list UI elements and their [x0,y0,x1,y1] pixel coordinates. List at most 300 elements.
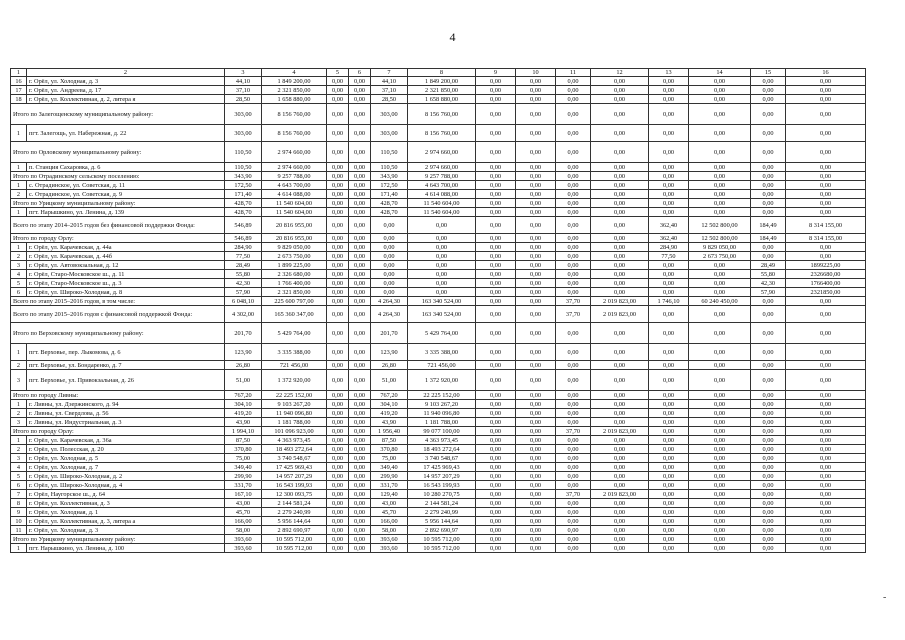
value-cell: 0,00 [591,261,649,270]
value-cell: 0,00 [327,95,349,104]
address-cell: пгт. Верховье, ул. Бондаренко, д. 7 [27,361,225,370]
value-cell: 0,00 [556,323,591,344]
value-cell: 0,00 [516,172,556,181]
value-cell: 0,00 [516,163,556,172]
column-number-cell: 16 [786,69,866,77]
subtotal-label: Итого по городу Орлу: [11,234,225,243]
value-cell: 0,00 [786,418,866,427]
value-cell: 0,00 [591,361,649,370]
value-cell: 0,00 [591,95,649,104]
value-cell: 0,00 [327,361,349,370]
value-cell: 0,00 [556,86,591,95]
value-cell: 0,00 [751,199,786,208]
value-cell: 0,00 [349,427,371,436]
address-cell: г. Орёл, ул. Холодная, д. 3 [27,526,225,535]
value-cell: 0,00 [556,391,591,400]
value-cell: 0,00 [556,234,591,243]
value-cell: 0,00 [349,499,371,508]
value-cell: 0,00 [327,125,349,142]
value-cell: 0,00 [689,125,751,142]
value-cell: 0,00 [649,499,689,508]
value-cell: 0,00 [689,544,751,553]
value-cell: 370,80 [371,445,408,454]
value-cell: 0,00 [516,490,556,499]
value-cell: 0,00 [476,323,516,344]
row-number-cell: 1 [11,400,27,409]
value-cell: 2 321 850,00 [262,86,327,95]
value-cell: 0,00 [516,517,556,526]
value-cell: 0,00 [371,288,408,297]
value-cell: 299,90 [371,472,408,481]
value-cell: 87,50 [371,436,408,445]
value-cell: 0,00 [371,234,408,243]
value-cell: 0,00 [689,86,751,95]
value-cell: 0,00 [476,142,516,163]
value-cell: 37,70 [556,490,591,499]
value-cell: 0,00 [591,208,649,217]
value-cell: 26,80 [371,361,408,370]
value-cell: 0,00 [556,436,591,445]
value-cell: 0,00 [556,400,591,409]
value-cell: 0,00 [591,86,649,95]
value-cell: 0,00 [649,370,689,391]
value-cell: 0,00 [327,190,349,199]
value-cell: 0,00 [516,499,556,508]
value-cell: 0,00 [556,463,591,472]
subtotal-row [11,142,866,163]
row-number-cell: 3 [11,418,27,427]
value-cell: 0,00 [516,454,556,463]
row-number-cell: 1 [11,243,27,252]
table-row [11,208,866,217]
value-cell: 0,00 [516,472,556,481]
value-cell: 0,00 [408,270,476,279]
value-cell: 0,00 [689,445,751,454]
address-cell: г. Ливны, ул. Индустриальная, д. 3 [27,418,225,427]
value-cell: 0,00 [649,490,689,499]
value-cell: 0,00 [786,344,866,361]
value-cell: 0,00 [649,323,689,344]
value-cell: 12 502 800,00 [689,217,751,234]
value-cell: 2 144 581,24 [262,499,327,508]
value-cell: 0,00 [786,544,866,553]
column-number-cell: 13 [649,69,689,77]
value-cell: 0,00 [751,409,786,418]
value-cell: 0,00 [786,172,866,181]
value-cell: 0,00 [349,104,371,125]
value-cell: 37,70 [556,297,591,306]
value-cell: 0,00 [349,95,371,104]
value-cell: 0,00 [476,499,516,508]
value-cell: 2 892 690,97 [408,526,476,535]
value-cell: 0,00 [786,104,866,125]
value-cell: 2 144 581,24 [408,499,476,508]
value-cell: 0,00 [327,306,349,323]
value-cell: 225 600 797,00 [262,297,327,306]
value-cell: 0,00 [476,544,516,553]
value-cell: 0,00 [591,481,649,490]
value-cell: 0,00 [689,454,751,463]
subtotal-row [11,306,866,323]
value-cell: 10 595 712,00 [262,544,327,553]
table-row [11,436,866,445]
table-row [11,86,866,95]
value-cell: 0,00 [476,104,516,125]
value-cell: 55,80 [751,270,786,279]
value-cell: 0,00 [516,526,556,535]
subtotal-row [11,217,866,234]
value-cell: 0,00 [516,409,556,418]
value-cell: 546,89 [225,217,262,234]
value-cell: 0,00 [786,400,866,409]
value-cell: 77,50 [649,252,689,261]
value-cell: 51,00 [371,370,408,391]
value-cell: 14 957 207,29 [408,472,476,481]
value-cell: 0,00 [476,370,516,391]
value-cell: 0,00 [786,481,866,490]
value-cell: 546,89 [225,234,262,243]
value-cell: 0,00 [556,288,591,297]
value-cell: 0,00 [349,297,371,306]
value-cell: 167,10 [225,490,262,499]
value-cell: 370,80 [225,445,262,454]
value-cell: 0,00 [786,499,866,508]
value-cell: 0,00 [591,279,649,288]
value-cell: 8 156 760,00 [408,125,476,142]
value-cell: 4 363 973,45 [262,436,327,445]
table-row [11,95,866,104]
value-cell: 0,00 [476,190,516,199]
value-cell: 172,50 [371,181,408,190]
table-row [11,270,866,279]
value-cell: 419,20 [371,409,408,418]
table-row [11,526,866,535]
value-cell: 0,00 [786,306,866,323]
value-cell: 0,00 [689,270,751,279]
value-cell: 0,00 [689,418,751,427]
value-cell: 0,00 [649,445,689,454]
table-row [11,181,866,190]
value-cell: 0,00 [476,199,516,208]
value-cell: 0,00 [786,517,866,526]
value-cell: 0,00 [556,208,591,217]
value-cell: 0,00 [349,445,371,454]
value-cell: 28,50 [371,95,408,104]
value-cell: 0,00 [476,86,516,95]
value-cell: 0,00 [591,535,649,544]
value-cell: 0,00 [786,297,866,306]
value-cell: 393,60 [371,544,408,553]
value-cell: 0,00 [327,472,349,481]
value-cell: 0,00 [327,409,349,418]
row-number-cell: 1 [11,544,27,553]
subtotal-label: Итого по Отрадинскому сельскому поселению: [11,172,225,181]
address-cell: г. Орёл, ул. Полесская, д. 20 [27,445,225,454]
value-cell: 0,00 [349,125,371,142]
value-cell: 3 335 388,00 [408,344,476,361]
value-cell: 26,80 [225,361,262,370]
value-cell: 22 225 152,00 [262,391,327,400]
value-cell: 0,00 [751,370,786,391]
value-cell: 393,60 [225,544,262,553]
value-cell: 11 940 096,80 [408,409,476,418]
value-cell: 0,00 [591,370,649,391]
value-cell: 0,00 [689,400,751,409]
value-cell: 11 940 096,80 [262,409,327,418]
value-cell: 0,00 [327,208,349,217]
table-row [11,544,866,553]
value-cell: 0,00 [516,279,556,288]
address-cell: с. Отрадинское, ул. Советская, д. 11 [27,181,225,190]
value-cell: 0,00 [476,77,516,86]
address-cell: г. Орёл, ул. Широко-Холодная, д. 4 [27,481,225,490]
value-cell: 0,00 [689,472,751,481]
value-cell: 0,00 [591,418,649,427]
value-cell: 4 614 088,00 [408,190,476,199]
value-cell: 0,00 [327,454,349,463]
row-number-cell: 1 [11,163,27,172]
value-cell: 0,00 [751,535,786,544]
value-cell: 42,30 [751,279,786,288]
row-number-cell: 2 [11,190,27,199]
value-cell: 0,00 [408,279,476,288]
value-cell: 0,00 [649,208,689,217]
value-cell: 0,00 [689,490,751,499]
value-cell: 10 595 712,00 [262,535,327,544]
value-cell: 1 181 788,00 [408,418,476,427]
value-cell: 0,00 [689,517,751,526]
value-cell: 0,00 [327,288,349,297]
address-cell: пгт. Верховье, пер. Лыкомова, д. 6 [27,344,225,361]
value-cell: 0,00 [786,86,866,95]
value-cell: 0,00 [349,190,371,199]
value-cell: 0,00 [327,445,349,454]
value-cell: 0,00 [786,370,866,391]
value-cell: 2 673 750,00 [262,252,327,261]
address-cell: г. Орёл, ул. Широко-Холодная, д. 8 [27,288,225,297]
value-cell: 0,00 [327,217,349,234]
value-cell: 75,00 [371,454,408,463]
value-cell: 0,00 [516,535,556,544]
subtotal-label: Итого по Урицкому муниципальному району: [11,199,225,208]
value-cell: 0,00 [556,190,591,199]
value-cell: 0,00 [516,288,556,297]
table-row [11,361,866,370]
value-cell: 4 614 088,00 [262,190,327,199]
value-cell: 123,90 [225,344,262,361]
row-number-cell: 1 [11,436,27,445]
value-cell: 18 493 272,64 [408,445,476,454]
value-cell: 4 264,30 [371,306,408,323]
value-cell: 0,00 [649,535,689,544]
value-cell: 428,70 [225,208,262,217]
subtotal-label: Итого по Урицкому муниципальному району: [11,535,225,544]
value-cell: 0,00 [476,436,516,445]
value-cell: 0,00 [591,104,649,125]
value-cell: 1899225,00 [786,261,866,270]
value-cell: 14 957 207,29 [262,472,327,481]
value-cell: 0,00 [476,361,516,370]
value-cell: 5 956 144,64 [408,517,476,526]
value-cell: 0,00 [751,163,786,172]
value-cell: 0,00 [349,344,371,361]
value-cell: 0,00 [327,535,349,544]
value-cell: 0,00 [649,172,689,181]
value-cell: 22 225 152,00 [408,391,476,400]
value-cell: 110,50 [225,142,262,163]
value-cell: 0,00 [751,104,786,125]
value-cell: 0,00 [476,454,516,463]
value-cell: 0,00 [786,190,866,199]
subtotal-label: Итого по городу Орлу: [11,427,225,436]
value-cell: 0,00 [751,436,786,445]
value-cell: 0,00 [327,544,349,553]
value-cell: 0,00 [408,217,476,234]
table-row [11,77,866,86]
value-cell: 0,00 [649,427,689,436]
column-number-cell: 14 [689,69,751,77]
value-cell: 60 240 450,00 [689,297,751,306]
value-cell: 0,00 [516,323,556,344]
value-cell: 0,00 [786,535,866,544]
value-cell: 2326680,00 [786,270,866,279]
value-cell: 0,00 [591,323,649,344]
value-cell: 0,00 [408,234,476,243]
value-cell: 303,00 [371,104,408,125]
value-cell: 10 595 712,00 [408,535,476,544]
value-cell: 2 019 823,00 [591,306,649,323]
subtotal-row [11,427,866,436]
value-cell: 0,00 [689,95,751,104]
value-cell: 0,00 [349,481,371,490]
value-cell: 767,20 [225,391,262,400]
address-cell: п. Станция Сахаровка, д. 6 [27,163,225,172]
value-cell: 0,00 [689,104,751,125]
value-cell: 393,60 [371,535,408,544]
value-cell: 0,00 [591,463,649,472]
value-cell: 0,00 [591,270,649,279]
value-cell: 0,00 [591,391,649,400]
column-number-cell: 11 [556,69,591,77]
value-cell: 184,49 [751,234,786,243]
value-cell: 0,00 [751,454,786,463]
value-cell: 0,00 [516,125,556,142]
value-cell: 0,00 [591,544,649,553]
row-number-cell: 9 [11,508,27,517]
value-cell: 55,80 [225,270,262,279]
value-cell: 77,50 [225,252,262,261]
value-cell: 0,00 [591,454,649,463]
value-cell: 0,00 [786,125,866,142]
value-cell: 0,00 [786,436,866,445]
value-cell: 110,50 [225,163,262,172]
value-cell: 0,00 [689,323,751,344]
table-row [11,472,866,481]
value-cell: 0,00 [751,481,786,490]
value-cell: 123,90 [371,344,408,361]
value-cell: 0,00 [349,243,371,252]
value-cell: 0,00 [349,526,371,535]
value-cell: 0,00 [476,391,516,400]
address-cell: г. Орёл, Старо-Московское ш., д. 3 [27,279,225,288]
value-cell: 0,00 [556,535,591,544]
value-cell: 0,00 [327,104,349,125]
value-cell: 0,00 [591,499,649,508]
value-cell: 58,00 [371,526,408,535]
table-row [11,125,866,142]
value-cell: 0,00 [556,361,591,370]
value-cell: 0,00 [516,243,556,252]
value-cell: 0,00 [349,418,371,427]
value-cell: 0,00 [556,270,591,279]
value-cell: 1 658 880,00 [262,95,327,104]
value-cell: 0,00 [751,323,786,344]
value-cell: 0,00 [591,234,649,243]
value-cell: 0,00 [476,427,516,436]
value-cell: 0,00 [649,77,689,86]
value-cell: 0,00 [689,199,751,208]
value-cell: 172,50 [225,181,262,190]
row-number-cell: 1 [11,208,27,217]
value-cell: 0,00 [649,418,689,427]
value-cell: 0,00 [649,163,689,172]
address-cell: г. Орёл, ул. Коллективная, д. 2, литера я [27,95,225,104]
value-cell: 0,00 [751,77,786,86]
row-number-cell: 4 [11,463,27,472]
value-cell: 0,00 [516,463,556,472]
value-cell: 0,00 [476,481,516,490]
value-cell: 1 181 788,00 [262,418,327,427]
value-cell: 0,00 [327,297,349,306]
value-cell: 0,00 [327,163,349,172]
value-cell: 0,00 [786,163,866,172]
value-cell: 0,00 [516,306,556,323]
value-cell: 0,00 [689,306,751,323]
value-cell: 20 816 955,00 [262,234,327,243]
value-cell: 44,10 [225,77,262,86]
row-number-cell: 1 [11,125,27,142]
value-cell: 0,00 [751,86,786,95]
value-cell: 37,70 [556,306,591,323]
value-cell: 171,40 [371,190,408,199]
value-cell: 0,00 [476,181,516,190]
value-cell: 1 899 225,00 [262,261,327,270]
table-row [11,463,866,472]
value-cell: 0,00 [556,243,591,252]
column-number-cell: 15 [751,69,786,77]
value-cell: 2 019 823,00 [591,297,649,306]
value-cell: 0,00 [751,463,786,472]
value-cell: 37,10 [225,86,262,95]
value-cell: 0,00 [689,526,751,535]
value-cell: 0,00 [689,261,751,270]
value-cell: 2 019 823,00 [591,427,649,436]
value-cell: 0,00 [516,361,556,370]
value-cell: 0,00 [476,288,516,297]
value-cell: 0,00 [371,217,408,234]
value-cell: 0,00 [751,391,786,400]
value-cell: 0,00 [516,181,556,190]
value-cell: 0,00 [751,400,786,409]
value-cell: 87,50 [225,436,262,445]
value-cell: 0,00 [556,172,591,181]
value-cell: 0,00 [591,181,649,190]
value-cell: 0,00 [408,243,476,252]
value-cell: 0,00 [371,252,408,261]
value-cell: 0,00 [327,517,349,526]
value-cell: 0,00 [786,472,866,481]
value-cell: 0,00 [689,436,751,445]
